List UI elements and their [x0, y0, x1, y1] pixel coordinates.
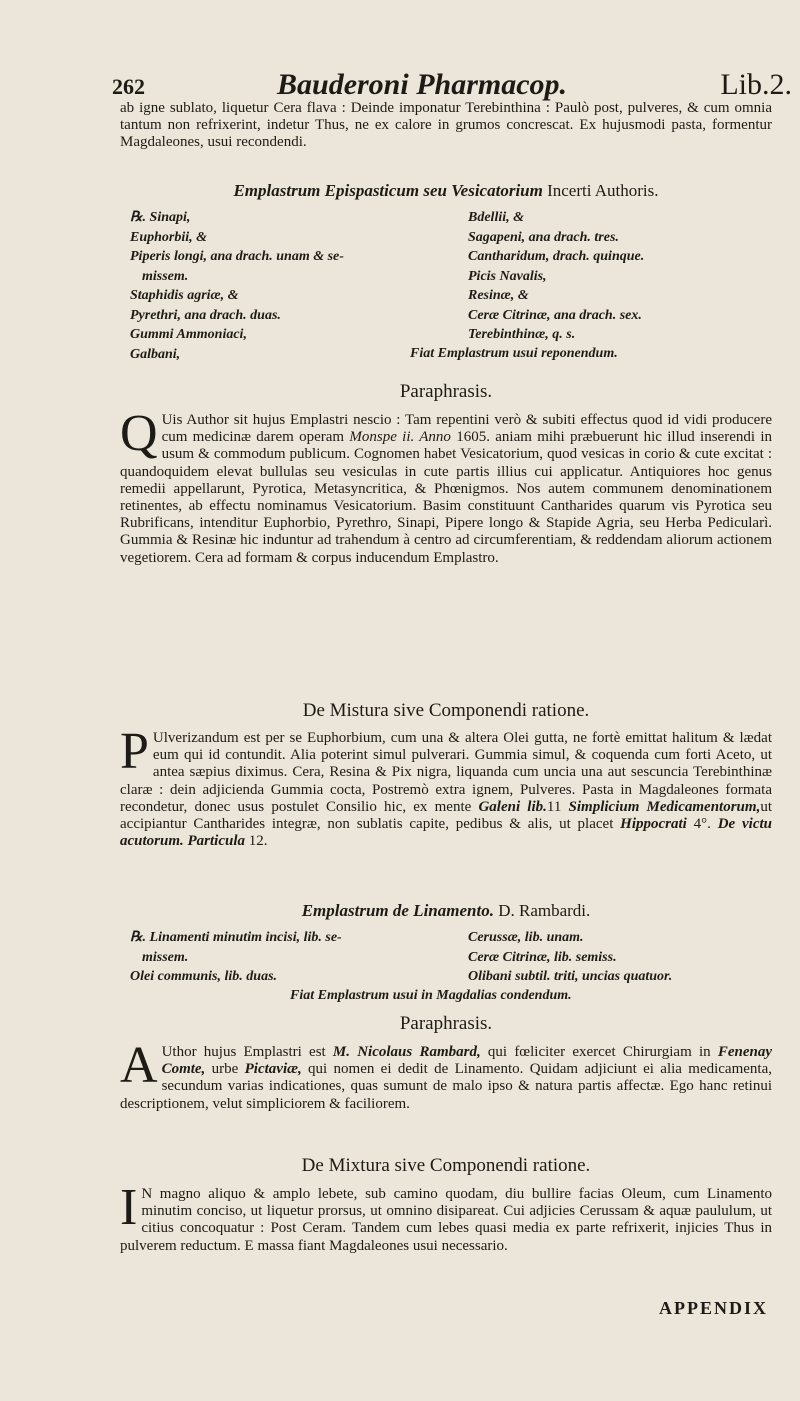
ingredient-line: Pyrethri, ana drach. duas. [130, 307, 281, 323]
dropcap: Q [120, 405, 158, 462]
recipe1-heading-italic: Emplastrum Epispasticum seu Vesicatorium [233, 181, 543, 200]
mistura2-text [120, 1179, 772, 1255]
ingredient-line: Olibani subtil. triti, uncias quatuor. [468, 969, 673, 984]
recipe1-heading-plain: Incerti Authoris. [547, 181, 659, 200]
italic-run: M. Nicolaus Rambard, [332, 1044, 481, 1060]
paraphrasis2-heading: Paraphrasis. [399, 1013, 493, 1034]
ingredient-line: Piperis longi, ana drach. unam & se- [130, 249, 344, 264]
running-title: Bauderoni Pharmacop. [277, 68, 568, 101]
recipe2-heading [120, 900, 772, 922]
ingredient-line: ℞. Sinapi, [130, 210, 191, 225]
running-head [112, 66, 792, 102]
ingredient-line: Bdellii, & [468, 210, 524, 225]
italic-run: Hippocrati [620, 816, 687, 833]
recipe1-heading [120, 180, 772, 202]
ingredient-line: Ceræ Citrinæ, ana drach. sex. [468, 307, 642, 323]
text-run: Ulverizandum est per se Euphorbium, cum una & altera Olei gutta, ne fortè emittat halitum & lædat eum qui id contundit. Alia poterint simul pulverari. Gummia simul, & coquenda cum forti Aceto, ut antea sæpius diximus. Cera, Resina & Pix nigra, liquanda cum uncia una aut sescuncia Terebinthinæ claræ : dein adjicienda Gummia cocta, Postremò extra ignem, Pulveres. Pasta in Magdaleones formata recondetur, donec usus postulet Consilio hic, ex mente [120, 730, 772, 815]
ingredient-line: Cerussæ, lib. unam. [468, 930, 584, 945]
ingredient-line: Gummi Ammoniaci, [130, 327, 247, 342]
book-number: Lib.2. [720, 68, 792, 101]
ingredient-line: missem. [142, 949, 189, 965]
catchword: APPENDIX [659, 1298, 768, 1318]
text-run: Uthor hujus Emplastri est [161, 1044, 333, 1060]
italic-run: Pictaviæ, [244, 1061, 302, 1078]
paraphrasis1-text [120, 405, 772, 567]
ingredient-line: Olei communis, lib. duas. [130, 969, 278, 984]
page-number: 262 [112, 74, 145, 99]
recipe1-fiat: Fiat Emplastrum usui reponendum. [410, 346, 618, 361]
mistura1-text [120, 723, 773, 850]
dropcap: I [120, 1179, 138, 1236]
dropcap: A [120, 1037, 158, 1094]
intro-paragraph: ab igne sublato, liquetur Cera flava : Deinde imponatur Terebinthina : Paulò post, pulveres, & cum omnia tantum non refrixerint, indetur Thus, ne ex calore in grumos concrescat. Ex hujusmodi pasta, formentur Magdaleones, usui recondendi. [120, 100, 772, 151]
text-run: 11 [546, 798, 569, 815]
recipe2-right-column [468, 928, 788, 987]
paraphrasis1-heading: Paraphrasis. [399, 381, 493, 402]
text-run: qui nomen ei dedit de Linamento. Quidam adjiciunt ei alia medicamenta, secundum varias indicationes, quas sumunt de malo ipso & natura partis affectæ. Ego hanc retinui descriptionem, velut simpliciorem & faciliorem. [120, 1061, 772, 1112]
ingredient-line: Sagapeni, ana drach. tres. [468, 229, 619, 245]
recipe2-ingredients [120, 928, 772, 1008]
mistura2-heading: De Mixtura sive Componendi ratione. [301, 1155, 591, 1176]
italic-run: Monspe ii. Anno [349, 429, 451, 446]
ingredient-line: Picis Navalis, [468, 268, 547, 284]
dropcap: P [120, 723, 149, 780]
text-run: Uis Author sit hujus Emplastri nescio : Tam repentini verò & subiti effectus quod id vidi producere cum medicinæ darem operam [161, 412, 772, 446]
ingredient-line: Euphorbii, & [130, 229, 208, 245]
recipe1-ingredients [120, 208, 772, 368]
text-run: N magno aliquo & amplo lebete, sub camino quodam, diu bullire facias Oleum, cum Linamento minutim conciso, ut liquetur prorsus, ut omnino disipareat. Cui adjicies Cerussam & aquæ paululum, ut citius concoquatur : Post Ceram. Tandem cum lebes quasi media ex parte refrixerit, injicies Thus in pulverem reductum. E massa fiant Magdaleones usui necessario. [120, 1186, 772, 1254]
ingredient-line: Resinæ, & [468, 288, 529, 303]
italic-run: Galeni lib. [478, 798, 547, 815]
ingredient-line: missem. [142, 268, 189, 284]
recipe1-right-column [468, 208, 788, 345]
mistura1-heading: De Mistura sive Componendi ratione. [302, 700, 590, 721]
recipe2-heading-plain: D. Rambardi. [498, 901, 591, 920]
text-run: qui fœliciter exercet Chirurgiam in [480, 1044, 718, 1060]
text-run: 1605. aniam mihi præbuerunt hic illud inserendi in usum & commodum publicum. Cognomen habet Vesicatorium, quod vesicas in corio & cute excitat : quandoquidem elevat bullulas seu vesiculas in cute partis illius cui applicatur. Antiquiores hoc genus remedii appellarunt, Pyrotica, Metasyncritica, & Phœnigmos. Nos autem communem denominationem retinentes, ab effectu nominamus Vesicatorium. Basim constituunt Cantharides quarum vis Pyrotica seu Rubrificans, intenditur Euphorbio, Pyrethro, Sinapi, Pipere longo & Stapide Agria, seu Herba Pedicularì. Gummia & Resinæ hic induntur ad trahendum à centro ad circumferentiam, & reddendam aliorum actionem vegetiorem. Cera ad formam & corpus inducendum Emplastro. [120, 429, 772, 566]
paraphrasis2-text [120, 1037, 773, 1113]
ingredient-line: Terebinthinæ, q. s. [468, 327, 576, 342]
italic-run: Simplicium Medicamentorum, [568, 798, 761, 815]
ingredient-line: Ceræ Citrinæ, lib. semiss. [468, 949, 617, 965]
ingredient-line: Staphidis agriæ, & [130, 288, 239, 303]
ingredient-line: Galbani, [130, 346, 181, 362]
ingredient-line: Cantharidum, drach. quinque. [468, 249, 645, 264]
recipe2-fiat: Fiat Emplastrum usui in Magdalias condendum. [290, 988, 572, 1003]
recipe1-left-column [130, 208, 450, 364]
recipe2-heading-italic: Emplastrum de Linamento. [301, 901, 494, 920]
text-run: 4°. [686, 816, 718, 833]
text-run: urbe [205, 1061, 245, 1078]
italic-run: De victu acutorum. Particula [120, 816, 773, 850]
text-run: 12. [245, 833, 268, 850]
ingredient-line: ℞. Linamenti minutim incisi, lib. se- [130, 930, 342, 945]
recipe2-left-column [130, 928, 450, 987]
text-run: ut accipiantur Cantharides integræ, non sublatis capite, pedibus & alis, ut placet [120, 798, 772, 833]
italic-run: Fenenay Comte, [161, 1044, 773, 1078]
